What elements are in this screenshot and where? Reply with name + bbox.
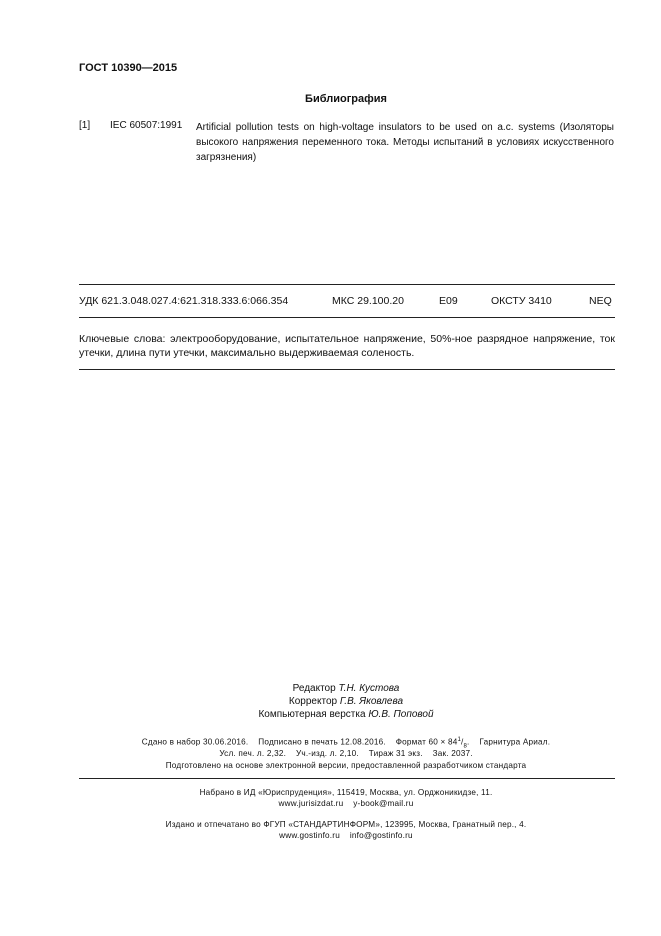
divider-top bbox=[79, 284, 615, 285]
printed-line-1: Издано и отпечатано во ФГУП «СТАНДАРТИНФОРМ», 123995, Москва, Гранатный пер., 4. bbox=[165, 820, 527, 829]
reference-description: Artificial pollution tests on high-voltage insulators to be used on a.c. systems (Изоляторы высокого напряжения переменного тока. Методы испытаний в условиях искусственного загрязнения) bbox=[196, 122, 614, 163]
keywords: Ключевые слова: электрооборудование, испытательное напряжение, 50%-ное разрядное напряжение, ток утечки, длина пути утечки, максимально выдерживаемая соленость. bbox=[79, 333, 615, 359]
divider-middle bbox=[79, 317, 615, 318]
typeset-line-2: www.jurisizdat.ru y-book@mail.ru bbox=[278, 799, 414, 808]
corrector-name: Г.В. Яковлева bbox=[339, 696, 404, 707]
layout-label: Компьютерная верстка bbox=[258, 709, 366, 720]
neq-mark: NEQ bbox=[589, 295, 612, 307]
layout-name: Ю.В. Поповой bbox=[368, 709, 434, 720]
printed-line-2: www.gostinfo.ru info@gostinfo.ru bbox=[279, 831, 413, 840]
divider-imprint bbox=[79, 778, 615, 779]
editor-label: Редактор bbox=[292, 683, 336, 694]
format-denominator: 8 bbox=[463, 743, 468, 750]
document-code: ГОСТ 10390—2015 bbox=[79, 62, 178, 74]
reference-number: [1] bbox=[79, 120, 91, 131]
credit-editor bbox=[0, 682, 661, 696]
corrector-label: Корректор bbox=[288, 696, 338, 707]
udk-code: УДК 621.3.048.027.4:621.318.333.6:066.354 bbox=[79, 295, 289, 307]
imprint-line-1: Сдано в набор 30.06.2016. Подписано в печать 12.08.2016. Формат $60 \times 84^1/_8$. Гарнитура Ариал. bbox=[141, 737, 551, 750]
imprint-line-1-end: . Гарнитура Ариал. bbox=[467, 737, 551, 747]
editor-name: Т.Н. Кустова bbox=[338, 683, 400, 694]
imprint-line-3: Подготовлено на основе электронной версии, предоставленной разработчиком стандарта bbox=[165, 761, 527, 770]
credit-corrector bbox=[0, 695, 661, 709]
format-numerator: 1 bbox=[457, 737, 462, 743]
imprint-line-2: Усл. печ. л. 2,32. Уч.-изд. л. 2,10. Тираж 31 экз. Зак. 2037. bbox=[219, 749, 473, 758]
typeset-line-1: Набрано в ИД «Юриспруденция», 115419, Москва, ул. Орджоникидзе, 11. bbox=[199, 788, 493, 797]
credit-layout bbox=[0, 708, 661, 722]
okstu-code: ОКСТУ 3410 bbox=[491, 295, 552, 307]
bibliography-title: Библиография bbox=[305, 93, 387, 105]
mks-code: МКС 29.100.20 bbox=[332, 295, 404, 307]
group-code: Е09 bbox=[439, 295, 458, 307]
reference-standard: IEC 60507:1991 bbox=[110, 120, 183, 131]
imprint-line-1-text: Сдано в набор 30.06.2016. Подписано в печать 12.08.2016. Формат 60 × 84 bbox=[141, 737, 458, 747]
divider-keywords bbox=[79, 369, 615, 370]
